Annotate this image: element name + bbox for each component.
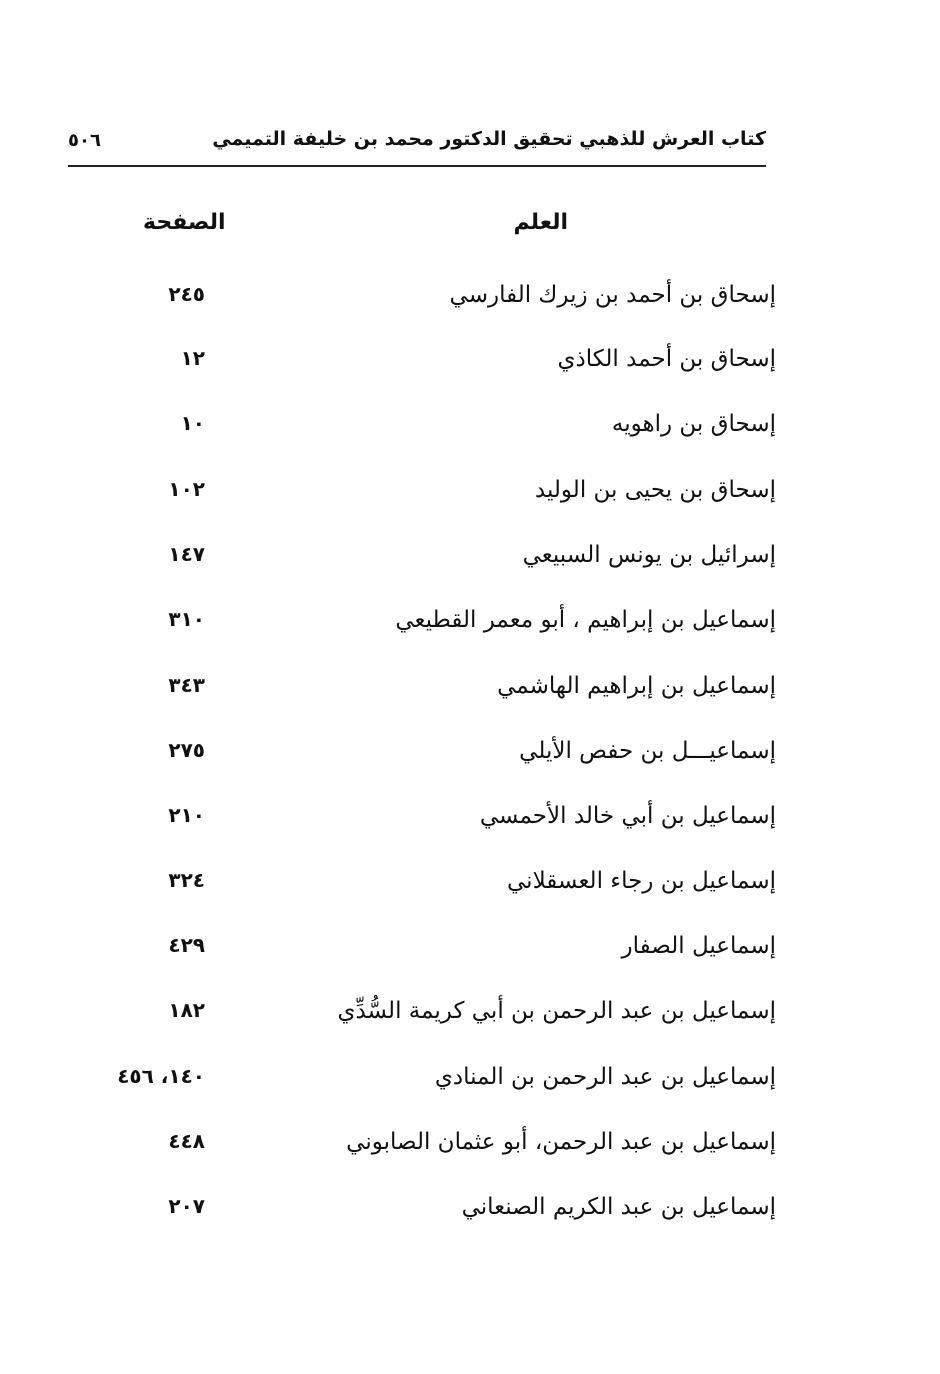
index-row	[0, 1129, 940, 1169]
entry-name: إسماعيل بن إبراهيم ، أبو معمر القطيعي	[395, 607, 776, 633]
entry-name: إسحاق بن أحمد الكاذي	[557, 346, 776, 372]
entry-name: إسماعيل بن عبد الكريم الصنعاني	[461, 1194, 776, 1220]
entry-page: ١٤٠، ٤٥٦	[117, 1064, 205, 1088]
entry-page: ١٤٧	[168, 542, 205, 566]
entry-page: ٢١٠	[168, 803, 205, 827]
index-row	[0, 282, 940, 322]
page-number: ٥٠٦	[68, 130, 101, 151]
entry-name: إسماعيل بن عبد الرحمن، أبو عثمان الصابوني	[346, 1129, 776, 1155]
entry-page: ١٠٢	[168, 477, 205, 501]
index-row	[0, 868, 940, 908]
entry-name: إسماعيل بن عبد الرحمن بن أبي كريمة السُّدِّي	[337, 998, 776, 1024]
index-row	[0, 411, 940, 451]
index-row	[0, 933, 940, 973]
entry-name: إسماعيل بن أبي خالد الأحمسي	[479, 803, 776, 829]
entry-name: إسماعيـــل بن حفص الأيلي	[519, 738, 776, 764]
index-row	[0, 1194, 940, 1234]
entry-name: إسحاق بن يحيى بن الوليد	[534, 477, 776, 503]
index-row	[0, 738, 940, 778]
index-row	[0, 477, 940, 517]
entry-page: ١٠	[180, 411, 205, 435]
entry-page: ٣٤٣	[168, 673, 205, 697]
entry-page: ٣٢٤	[168, 868, 205, 892]
entry-name: إسرائيل بن يونس السبيعي	[522, 542, 776, 568]
column-header-page: الصفحة	[143, 210, 226, 235]
entry-page: ٢٤٥	[168, 282, 205, 306]
entry-name: إسماعيل بن عبد الرحمن بن المنادي	[434, 1064, 776, 1090]
entry-page: ٢٧٥	[168, 738, 205, 762]
entry-page: ٤٤٨	[168, 1129, 205, 1153]
entry-page: ٤٢٩	[168, 933, 205, 957]
entry-name: إسماعيل الصفار	[621, 933, 776, 959]
entry-page: ١٨٢	[168, 998, 205, 1022]
column-header-name: العلم	[513, 210, 568, 235]
entry-page: ٣١٠	[168, 607, 205, 631]
entry-name: إسماعيل بن إبراهيم الهاشمي	[497, 673, 776, 699]
index-row	[0, 998, 940, 1038]
entry-name: إسحاق بن أحمد بن زيرك الفارسي	[449, 282, 776, 308]
entry-name: إسحاق بن راهويه	[611, 411, 776, 437]
entry-page: ٢٠٧	[168, 1194, 205, 1218]
index-row	[0, 542, 940, 582]
index-row	[0, 673, 940, 713]
index-row	[0, 346, 940, 386]
entry-name: إسماعيل بن رجاء العسقلاني	[507, 868, 776, 894]
entry-page: ١٢	[180, 346, 205, 370]
index-row	[0, 607, 940, 647]
index-row	[0, 803, 940, 843]
index-row	[0, 1064, 940, 1104]
book-title: كتاب العرش للذهبي تحقيق الدكتور محمد بن خليفة التميمي	[212, 128, 766, 150]
